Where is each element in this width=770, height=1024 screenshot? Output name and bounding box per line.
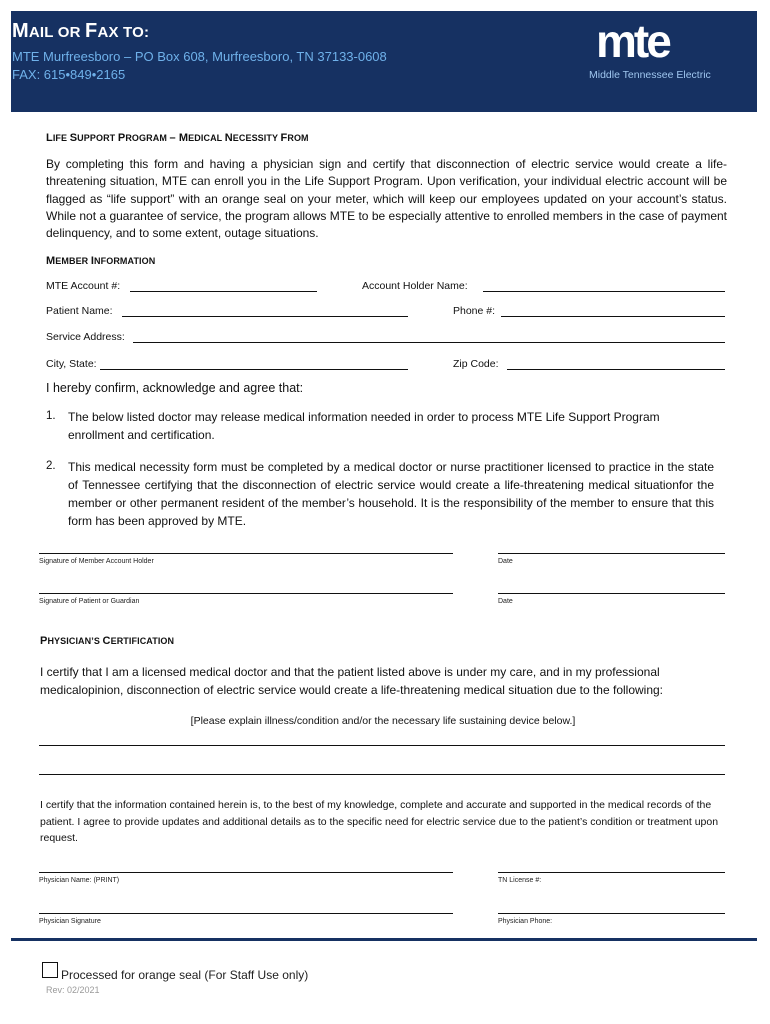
date-label: Date [498, 598, 513, 605]
list-item: The below listed doctor may release medical information needed in order to process MTE Life Support Program enrollment and certification. [68, 410, 660, 442]
condition-line-1[interactable] [39, 745, 725, 746]
condition-line-2[interactable] [39, 774, 725, 775]
city-state-label: City, State: [46, 358, 97, 370]
patient-signature-label: Signature of Patient or Guardian [39, 598, 140, 605]
patient-name-field[interactable] [122, 316, 408, 317]
physician-statement: I certify that I am a licensed medical doctor and that the patient listed above is under my care, and in my professional medicalopinion, disconnection of electric service would create a life-threatening medical situation due to the following: [40, 665, 664, 697]
phone-field[interactable] [501, 316, 725, 317]
account-number-label: MTE Account #: [46, 280, 121, 292]
service-address-field[interactable] [133, 342, 725, 343]
list-item-number: 2. [46, 460, 56, 472]
certify-info-paragraph: I certify that the information contained herein is, to the best of my knowledge, complete and accurate and supported in the medical records of the patient. I agree to provide updates and additional details as to the specific need for electric service due to the patient’s condition or treatment upon request. [40, 799, 719, 844]
logo-subtitle: Middle Tennessee Electric [589, 69, 711, 81]
city-state-field[interactable] [100, 369, 408, 370]
list-item-number: 1. [46, 410, 56, 422]
physician-name-label: Physician Name: (PRINT) [39, 877, 120, 884]
intro-paragraph: By completing this form and having a physician sign and certify that disconnection of electric service would create a life-threatening situation, MTE can enroll you in the Life Support Program. Upon verification, your individual electric account will be flagged as “life support” with an orange seal on your meter, which will keep our employees updated on your account’s status. While not a guarantee of service, the program allows MTE to be especially attentive to enrolled members in the case of payment delinquency, and to some extent, outage situations. [46, 157, 727, 241]
member-signature-label: Signature of Member Account Holder [39, 558, 154, 565]
account-holder-field[interactable] [483, 291, 725, 292]
license-line[interactable] [498, 872, 725, 873]
patient-name-label: Patient Name: [46, 305, 113, 317]
confirm-intro: I hereby confirm, acknowledge and agree that: [46, 381, 304, 395]
physician-signature-label: Physician Signature [39, 918, 101, 925]
service-address-label: Service Address: [46, 331, 125, 343]
footer-divider [11, 938, 757, 941]
fax-number: FAX: 615•849•2165 [12, 67, 126, 82]
member-info-heading: MEMBER INFORMATION [46, 255, 156, 267]
account-holder-label: Account Holder Name: [362, 280, 468, 292]
processed-label: Processed for orange seal (For Staff Use only) [61, 968, 309, 982]
zip-code-label: Zip Code: [453, 358, 499, 370]
patient-signature-line[interactable] [39, 593, 453, 594]
revision-label: Rev: 02/2021 [46, 985, 100, 995]
physician-heading: PHYSICIAN’S CERTIFICATION [40, 635, 175, 647]
zip-code-field[interactable] [507, 369, 725, 370]
list-item: This medical necessity form must be completed by a medical doctor or nurse practitioner licensed to practice in the state of Tennessee certifying that the disconnection of electric service would create a life-threatening medical situationfor the member or other permanent resident of the member’s household. It is the responsibility of the member to ensure that this form has been approved by MTE. [68, 460, 714, 528]
physician-phone-label: Physician Phone: [498, 918, 553, 925]
mail-or-fax-title: MAIL OR FAX TO: [12, 20, 150, 42]
orange-seal-checkbox[interactable] [42, 962, 58, 978]
physician-signature-line[interactable] [39, 913, 453, 914]
date-label: Date [498, 558, 513, 565]
physician-phone-line[interactable] [498, 913, 725, 914]
mailing-address: MTE Murfreesboro – PO Box 608, Murfreesboro, TN 37133-0608 [12, 49, 387, 64]
explain-instructions: [Please explain illness/condition and/or the necessary life sustaining device below.] [190, 715, 576, 727]
mte-logo: mte [596, 15, 669, 67]
phone-label: Phone #: [453, 305, 496, 317]
account-number-field[interactable] [130, 291, 317, 292]
form-title: LIFE SUPPORT PROGRAM – MEDICAL NECESSITY FROM [46, 132, 309, 144]
date-line[interactable] [498, 553, 725, 554]
license-label: TN License #: [498, 877, 542, 884]
member-signature-line[interactable] [39, 553, 453, 554]
physician-name-line[interactable] [39, 872, 453, 873]
date-line[interactable] [498, 593, 725, 594]
